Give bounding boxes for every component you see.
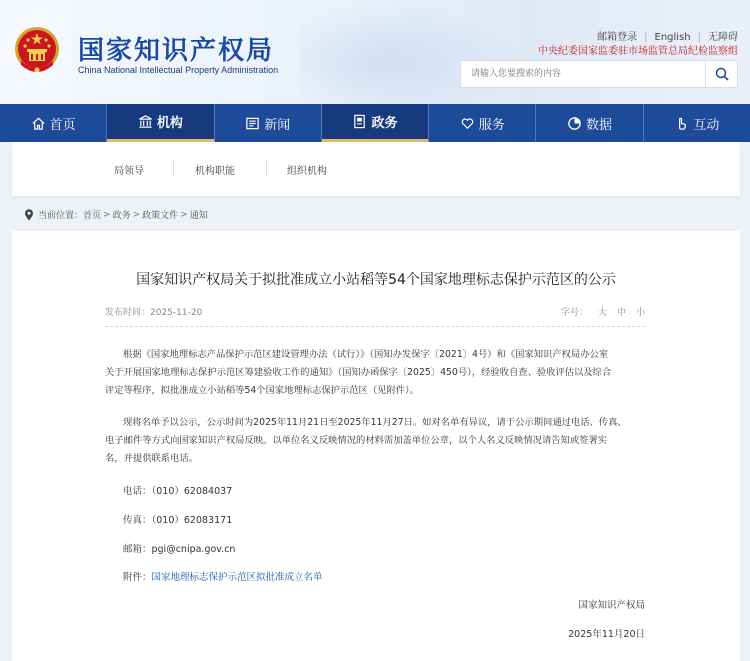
mail-login-link[interactable]: 邮箱登录 [597,32,638,43]
subnav-functions[interactable]: 机构职能 [195,166,235,177]
nav-home-label: 首页 [49,117,76,133]
main-nav [0,104,750,142]
contact-phone: 电话：（010）62084037 [123,486,233,497]
nav-service-label: 服务 [478,117,505,133]
signer: 国家知识产权局 [578,600,645,611]
paragraph-line: 现将名单予以公示，公示时间为2025年11月21日至2025年11月27日。如对名单有异议，请于公示期间通过电话、传真、 [123,417,627,428]
nav-news[interactable] [215,104,322,142]
breadcrumb-prefix: 当前位置： [38,211,84,221]
cdi-link[interactable]: 中央纪委国家监委驻市场监管总局纪检监察组 [538,46,738,57]
font-size-control [561,305,645,318]
accessibility-link[interactable]: 无障碍 [708,32,738,43]
site-header [0,0,750,104]
nav-data[interactable] [536,104,643,142]
paragraph-notice [105,414,645,468]
paragraph-line: 根据《国家地理标志产品保护示范区建设管理办法（试行）》（国知办发保字〔2021〕4号）和《国家知识产权局办公室 [123,349,609,360]
pointer-hand-icon [674,116,689,131]
contact-fax: 传真：（010）62083171 [123,515,233,526]
font-size-label: 字号： [560,308,588,318]
attachment-row [123,569,323,583]
nav-government[interactable] [322,104,429,142]
news-icon [245,116,260,131]
heart-hand-icon [460,116,475,131]
breadcrumb-notice[interactable]: 通知 [189,211,208,221]
nav-institution-label: 机构 [156,116,183,131]
breadcrumb-home[interactable]: 首页 [83,211,102,221]
paragraph-line: 名，并提供联系电话。 [105,453,198,464]
search-input[interactable] [471,61,701,87]
sign-date: 2025年11月20日 [568,629,645,640]
subnav-divider [266,160,267,176]
paragraph-basis [105,346,645,400]
nav-home[interactable] [0,104,107,142]
paragraph-line: 电子邮件等方式向国家知识产权局反映。以单位名义反映情况的材料需加盖单位公章，以个人名义反映情况请告知或签署实 [105,435,608,446]
header-decoration [300,0,520,104]
attachment-link[interactable]: 国家地理标志保护示范区拟批准成立名单 [151,572,323,583]
attachment-label: 附件： [123,572,152,583]
font-size-small[interactable]: 小 [635,308,645,318]
contact-email: 邮箱：pgi@cnipa.gov.cn [123,544,236,555]
location-pin-icon [24,209,34,221]
nav-government-label: 政务 [371,116,398,131]
institution-icon [138,114,153,129]
site-title-en: China National Intellectual Property Administration [78,65,279,75]
sub-nav [12,142,740,196]
meta-divider [105,326,645,327]
nav-news-label: 新闻 [264,117,291,133]
font-size-large[interactable]: 大 [597,308,607,318]
pie-chart-icon [567,116,582,131]
breadcrumb-policy[interactable]: 政策文件 [142,211,179,221]
nav-interaction-label: 互动 [693,117,720,133]
article-panel [12,231,740,661]
article-meta [105,305,645,325]
home-icon [31,116,46,131]
nav-institution[interactable] [107,104,214,142]
english-link[interactable]: English [654,32,691,43]
breadcrumb: 当前位置： 首页 > 政务 > 政策文件 > 通知 [24,208,208,221]
subnav-leaders[interactable]: 局领导 [114,166,144,177]
subnav-organization[interactable]: 组织机构 [287,166,327,177]
subnav-divider [173,160,174,176]
site-title: 国家知识产权局 [78,36,275,66]
paragraph-line: 关于开展国家地理标志保护示范区筹建验收工作的通知》（国知办函保字〔2025〕450号），经验收自查、验收评估以及综合 [105,367,612,378]
search-icon [715,67,729,81]
article-title: 国家知识产权局关于拟批准成立小站稻等54个国家地理标志保护示范区的公示 [136,272,616,288]
nav-service[interactable] [429,104,536,142]
top-links: 邮箱登录 | English | 无障碍 [597,32,738,43]
search-box [460,60,738,88]
national-emblem-icon [13,25,61,77]
nav-data-label: 数据 [586,117,613,133]
font-size-medium[interactable]: 中 [616,308,626,318]
publish-date: 发布时间：2025-11-20 [105,308,203,318]
nav-interaction[interactable] [644,104,750,142]
search-button[interactable] [705,61,737,87]
document-icon [352,114,367,129]
breadcrumb-government[interactable]: 政务 [112,211,131,221]
paragraph-line: 评定等程序，拟批准成立小站稻等54个国家地理标志保护示范区（见附件）。 [105,385,419,396]
